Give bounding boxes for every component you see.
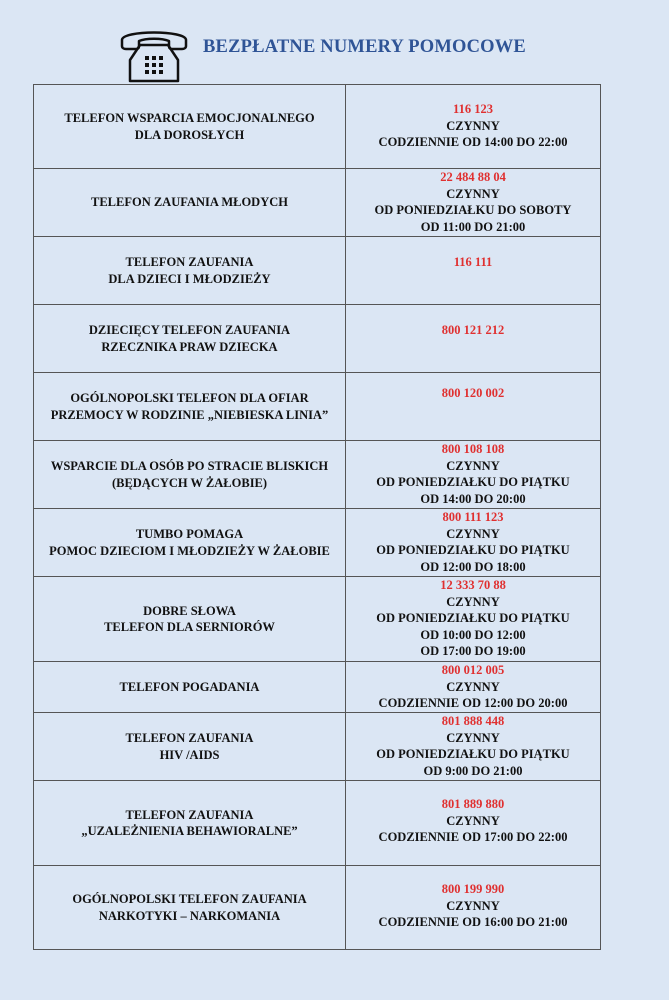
helpline-name: DLA DOROSŁYCH: [134, 127, 245, 142]
helpline-name: WSPARCIE DLA OSÓB PO STRACIE BLISKICH: [50, 459, 329, 473]
table-row: [34, 441, 601, 509]
helpline-details-cell: [346, 169, 601, 237]
table-row: [34, 237, 601, 305]
hours-text: OD 9:00 DO 21:00: [423, 763, 523, 778]
helpline-name-cell: [34, 713, 346, 781]
helpline-name: TELEFON ZAUFANIA: [125, 731, 254, 745]
phone-number[interactable]: 801 889 880: [441, 797, 505, 811]
helpline-name: DLA DZIECI I MŁODZIEŻY: [108, 271, 271, 286]
phone-number[interactable]: 800 108 108: [441, 442, 505, 456]
hours-text: CODZIENNIE OD 16:00 DO 21:00: [378, 915, 568, 929]
hours-text: CODZIENNIE OD 12:00 DO 20:00: [378, 696, 568, 710]
helpline-name: NARKOTYKI – NARKOMANIA: [98, 908, 281, 923]
table-row: [34, 866, 601, 950]
status-text: CZYNNY: [446, 186, 500, 201]
table-row: [34, 713, 601, 781]
phone-number[interactable]: 116 111: [453, 255, 493, 269]
helpline-table: [33, 84, 601, 950]
hours-text: OD 10:00 DO 12:00: [420, 627, 526, 642]
helpline-details-cell: [346, 662, 601, 713]
helpline-details-cell: [346, 85, 601, 169]
helpline-name: OGÓLNOPOLSKI TELEFON ZAUFANIA: [72, 892, 307, 906]
helpline-details-cell: [346, 373, 601, 441]
hours-text: OD PONIEDZIAŁKU DO PIĄTKU: [376, 543, 570, 557]
hours-text: OD 17:00 DO 19:00: [420, 644, 526, 658]
helpline-details-cell: [346, 441, 601, 509]
phone-number[interactable]: 12 333 70 88: [440, 578, 506, 592]
table-row: [34, 373, 601, 441]
helpline-name-cell: [34, 866, 346, 950]
helpline-name-cell: [34, 577, 346, 662]
table-row: [34, 781, 601, 866]
helpline-name: TELEFON ZAUFANIA: [125, 255, 254, 269]
helpline-name: HIV /AIDS: [159, 747, 220, 762]
hours-text: OD 14:00 DO 20:00: [420, 491, 526, 506]
status-text: CZYNNY: [446, 458, 500, 473]
helpline-name: TELEFON DLA SERNIORÓW: [104, 620, 275, 634]
table-row: [34, 662, 601, 713]
helpline-details-cell: [346, 781, 601, 866]
phone-number[interactable]: 116 123: [453, 102, 493, 116]
helpline-name: TELEFON ZAUFANIA: [125, 807, 254, 822]
status-text: CZYNNY: [446, 679, 500, 694]
helpline-name-cell: [34, 662, 346, 713]
helpline-name: TELEFON ZAUFANIA MŁODYCH: [90, 195, 288, 210]
helpline-name: PRZEMOCY W RODZINIE „NIEBIESKA LINIA”: [50, 407, 329, 422]
helpline-details-cell: [346, 509, 601, 577]
helpline-name: OGÓLNOPOLSKI TELEFON DLA OFIAR: [70, 391, 309, 405]
page-title: BEZPŁATNE NUMERY POMOCOWE: [203, 37, 526, 57]
helpline-name-cell: [34, 373, 346, 441]
table-row: [34, 509, 601, 577]
phone-number[interactable]: 801 888 448: [441, 714, 505, 728]
phone-number[interactable]: 800 012 005: [441, 663, 505, 677]
status-text: CZYNNY: [446, 118, 500, 133]
table-row: [34, 169, 601, 237]
hours-text: OD PONIEDZIAŁKU DO PIĄTKU: [376, 475, 570, 489]
table-row: [34, 577, 601, 662]
status-text: CZYNNY: [446, 898, 500, 913]
hours-text: OD 12:00 DO 18:00: [420, 559, 526, 574]
phone-number[interactable]: 22 484 88 04: [440, 170, 506, 184]
helpline-name-cell: [34, 169, 346, 237]
helpline-name: RZECZNIKA PRAW DZIECKA: [101, 339, 278, 354]
phone-number[interactable]: 800 111 123: [442, 510, 504, 524]
phone-number[interactable]: 800 121 212: [441, 323, 505, 337]
helpline-name-cell: [34, 781, 346, 866]
helpline-name-cell: [34, 85, 346, 169]
helpline-name: TUMBO POMAGA: [135, 527, 244, 541]
helpline-name: DOBRE SŁOWA: [143, 603, 236, 618]
hours-text: OD PONIEDZIAŁKU DO SOBOTY: [374, 203, 572, 217]
helpline-name: „UZALEŻNIENIA BEHAWIORALNE”: [81, 824, 298, 838]
status-text: CZYNNY: [446, 594, 500, 609]
phone-number[interactable]: 800 199 990: [441, 882, 505, 896]
table-row: [34, 85, 601, 169]
helpline-name: TELEFON POGADANIA: [119, 679, 260, 694]
helpline-name: TELEFON WSPARCIA EMOCJONALNEGO: [64, 111, 315, 125]
helpline-name-cell: [34, 305, 346, 373]
hours-text: OD PONIEDZIAŁKU DO PIĄTKU: [376, 611, 570, 625]
helpline-name-cell: [34, 441, 346, 509]
helpline-details-cell: [346, 577, 601, 662]
hours-text: OD 11:00 DO 21:00: [420, 219, 526, 234]
status-text: CZYNNY: [446, 813, 500, 828]
telephone-icon: [118, 26, 190, 84]
helpline-details-cell: [346, 713, 601, 781]
header: [0, 0, 669, 84]
helpline-name: (BĘDĄCYCH W ŻAŁOBIE): [111, 475, 268, 490]
hours-text: CODZIENNIE OD 17:00 DO 22:00: [378, 830, 568, 844]
status-text: CZYNNY: [446, 526, 500, 541]
helpline-details-cell: [346, 237, 601, 305]
status-text: CZYNNY: [446, 730, 500, 745]
helpline-name-cell: [34, 509, 346, 577]
hours-text: OD PONIEDZIAŁKU DO PIĄTKU: [376, 747, 570, 761]
phone-number[interactable]: 800 120 002: [441, 386, 505, 400]
table-row: [34, 305, 601, 373]
helpline-name-cell: [34, 237, 346, 305]
helpline-name: POMOC DZIECIOM I MŁODZIEŻY W ŻAŁOBIE: [49, 543, 330, 558]
hours-text: CODZIENNIE OD 14:00 DO 22:00: [378, 135, 568, 149]
helpline-details-cell: [346, 866, 601, 950]
helpline-name: DZIECIĘCY TELEFON ZAUFANIA: [88, 323, 291, 337]
helpline-details-cell: [346, 305, 601, 373]
